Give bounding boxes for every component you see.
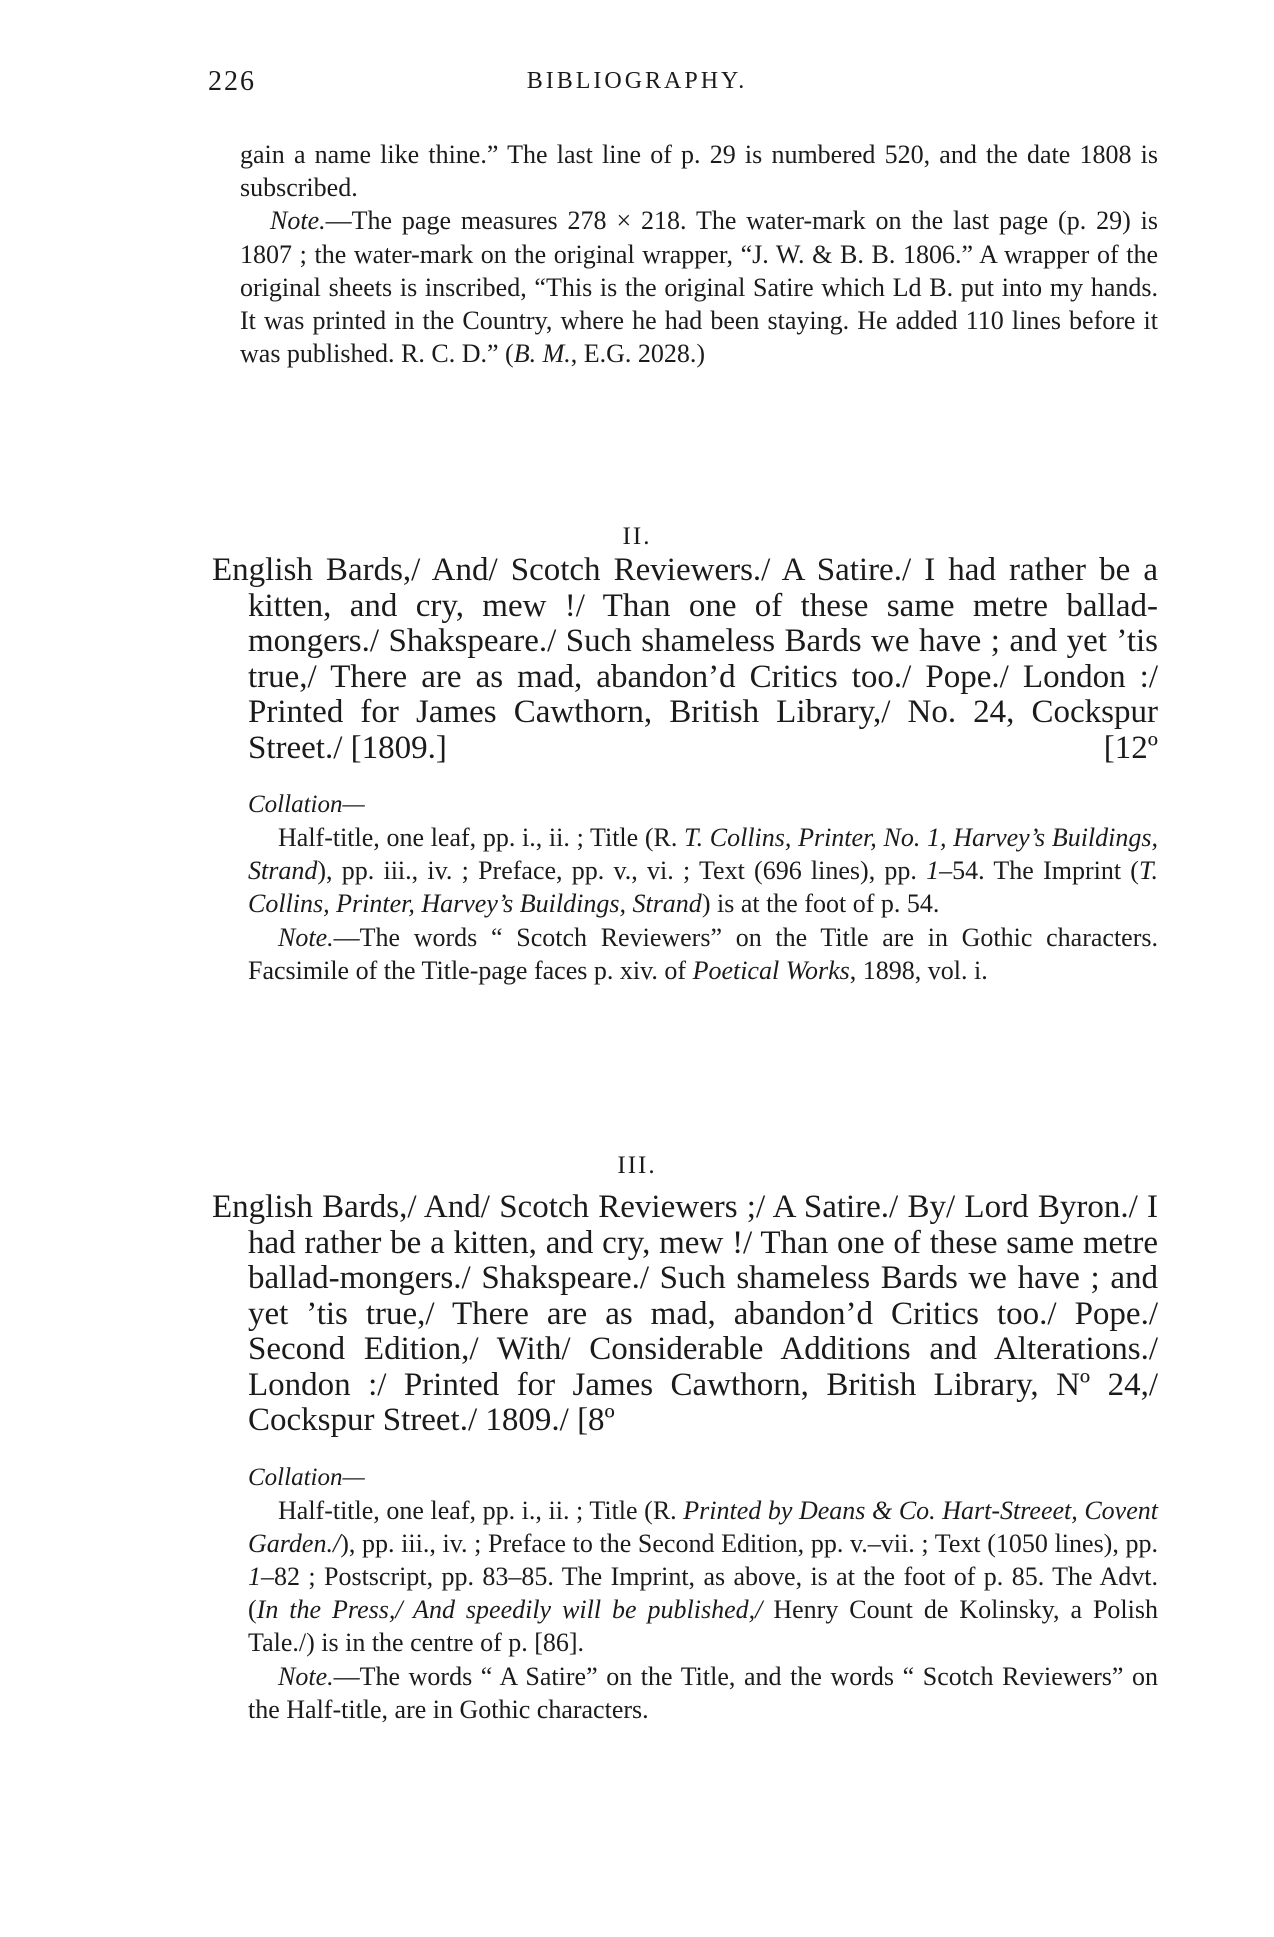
- collation-label: Collation—: [248, 791, 365, 818]
- collation-part: ), pp. iii., iv. ; Preface, pp. v., vi. ; Text (696 lines), pp.: [317, 856, 927, 886]
- bibliography-entry-2: [212, 553, 1158, 987]
- note-tail: , E.G. 2028.): [570, 339, 706, 369]
- collation-advert: In the Press,/ And speedily will be published,/: [256, 1595, 763, 1625]
- note-text: —The page measures 278 × 218. The water-mark on the last page (p. 29) is 1807 ; the water-mark on the original wrapper, “J. W. & B. B. 1806.” A wrapper of the original sheets is inscribed, “This is the original Satire which Ld B. put into my hands. It was printed in the Country, where he had been staying. He added 110 lines before it was published. R. C. D.” (: [240, 206, 1158, 369]
- note-work: Poetical Works: [692, 955, 850, 985]
- continued-entry: [240, 138, 1158, 370]
- entry-title: [212, 553, 1158, 766]
- collation-body: [212, 1494, 1158, 1726]
- entry-title-text: English Bards,/ And/ Scotch Reviewers ;/ A Satire./ By/ Lord Byron./ I had rather be a kitten, and cry, mew !/ Than one of these same metre ballad-mongers./ Shakspeare./ Such shameless Bards we have ; and yet ’tis true,/ There are as mad, abandon’d Critics too./ Pope./ Second Edition,/ With/ Considerable Additions and Alterations./ London :/ Printed for James Cawthorn, British Library, Nº 24,/ Cockspur Street./ 1809./: [212, 1189, 1158, 1438]
- collation-page: 1: [926, 856, 940, 886]
- entry-numeral-2: II.: [622, 523, 652, 550]
- bibliography-entry-3: [212, 1190, 1158, 1726]
- collation-imprint: Printed by Deans & Co. Hart-Streeet, Covent Garden./: [248, 1495, 1158, 1558]
- collation-imprint: T. Collins, Printer, No. 1, Harvey’s Buildings, Strand: [248, 823, 1158, 886]
- collation-label: Collation—: [248, 1463, 365, 1491]
- collation-page: 1: [248, 1561, 261, 1591]
- entry-note: [248, 921, 1158, 987]
- page-number: 226: [208, 66, 256, 97]
- entry-format: [8º: [577, 1402, 615, 1438]
- note-tail: , 1898, vol. i.: [849, 955, 988, 985]
- entry-title-text: English Bards,/ And/ Scotch Reviewers./ A Satire./ I had rather be a kitten, and cry, mew !/ Than one of these same metre ballad-mongers./ Shakspeare./ Such shameless Bards we have ; and yet ’tis true,/ There are as mad, abandon’d Critics too./ Pope./ London :/ Printed for James Cawthorn, British Library,/ No. 24, Cockspur Street./ [1809.]: [212, 552, 1158, 766]
- entry-note: [248, 1660, 1158, 1726]
- note-label: Note.: [270, 206, 326, 236]
- note-label: Note.: [278, 922, 334, 952]
- collation-body: [212, 821, 1158, 987]
- entry-title: [212, 1190, 1158, 1439]
- note-text: —The words “ Scotch Reviewers” on the Title are in Gothic characters. Facsimile of the Title-page faces p. xiv. of: [248, 922, 1158, 985]
- collation-part: ) is at the foot of p. 54.: [701, 889, 940, 919]
- collation-imprint: T. Collins, Printer, Harvey’s Buildings, Strand: [248, 856, 1158, 919]
- continued-note: [240, 204, 1158, 370]
- collation-part: Henry Count de Kolinsky, a Polish Tale./) is in the centre of p. [86].: [248, 1595, 1158, 1658]
- entry-format: [12º: [1103, 729, 1158, 766]
- collation-part: Half-title, one leaf, pp. i., ii. ; Title (R.: [278, 1495, 684, 1525]
- note-text: —The words “ A Satire” on the Title, and the words “ Scotch Reviewers” on the Half-title, are in Gothic characters.: [248, 1661, 1158, 1724]
- collation-part: –82 ; Postscript, pp. 83–85. The Imprint, as above, is at the foot of p. 85. The Advt. (: [248, 1561, 1158, 1625]
- collation-text: [248, 1494, 1158, 1660]
- collation-part: ), pp. iii., iv. ; Preface to the Second Edition, pp. v.–vii. ; Text (1050 lines), pp.: [340, 1528, 1158, 1558]
- collation-part: –54. The Imprint (: [939, 856, 1139, 886]
- entry-numeral-3: III.: [617, 1152, 657, 1179]
- collation-text: [248, 821, 1158, 921]
- note-label: Note.: [278, 1661, 334, 1691]
- running-title: BIBLIOGRAPHY.: [526, 68, 748, 94]
- continued-paragraph: gain a name like thine.” The last line of p. 29 is numbered 520, and the date 1808 is subscribed.: [240, 140, 1158, 203]
- collation-part: Half-title, one leaf, pp. i., ii. ; Title (R.: [278, 823, 685, 852]
- running-head: [0, 66, 1274, 102]
- note-reference: B. M.: [513, 339, 571, 369]
